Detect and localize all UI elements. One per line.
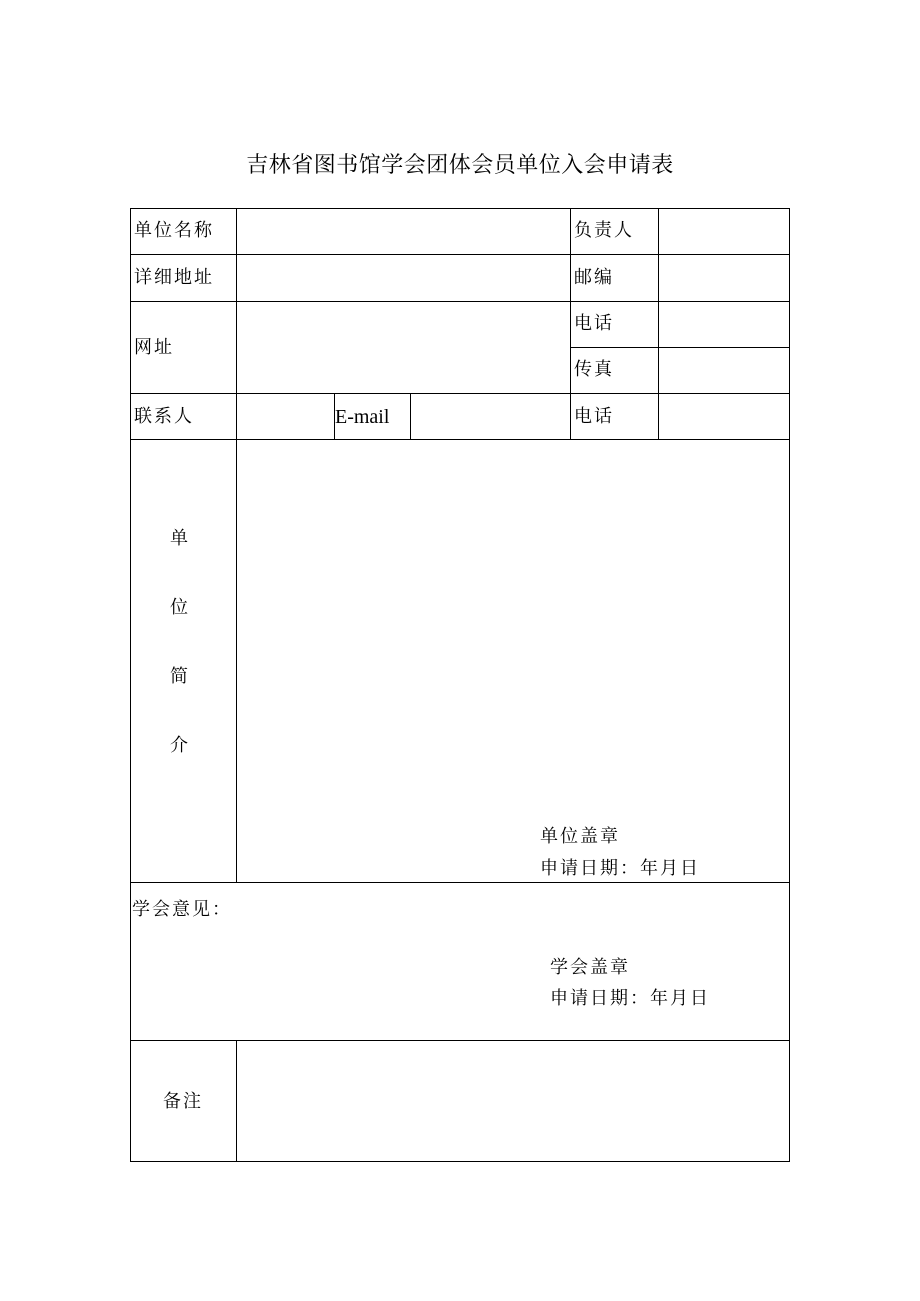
postcode-field[interactable] bbox=[659, 255, 789, 301]
table-border-right bbox=[789, 208, 790, 1162]
remarks-label: 备注 bbox=[163, 1091, 203, 1112]
phone-field[interactable] bbox=[659, 302, 789, 347]
responsible-person-label: 负责人 bbox=[574, 220, 634, 241]
intro-label-char-3: 简 bbox=[170, 666, 190, 687]
phone-label: 电话 bbox=[574, 313, 614, 334]
form-title: 吉林省图书馆学会团体会员单位入会申请表 bbox=[246, 153, 674, 178]
fax-field[interactable] bbox=[659, 348, 789, 393]
application-form-table bbox=[130, 208, 790, 1162]
unit-introduction-field[interactable] bbox=[237, 440, 789, 820]
email-field[interactable] bbox=[411, 394, 570, 439]
society-apply-date-label: 申请日期：年月日 bbox=[550, 988, 710, 1009]
fax-label: 传真 bbox=[574, 359, 614, 380]
postcode-label: 邮编 bbox=[574, 267, 614, 288]
society-seal-label: 学会盖章 bbox=[550, 957, 630, 978]
intro-label-char-2: 位 bbox=[170, 597, 190, 618]
table-border-left bbox=[130, 208, 131, 1162]
row-divider bbox=[130, 882, 790, 883]
intro-label-char-4: 介 bbox=[170, 735, 190, 756]
address-label: 详细地址 bbox=[134, 267, 214, 288]
unit-seal-label: 单位盖章 bbox=[540, 826, 620, 847]
unit-name-field[interactable] bbox=[237, 209, 570, 254]
society-opinion-label: 学会意见： bbox=[132, 899, 232, 920]
email-label: E-mail bbox=[335, 406, 390, 428]
unit-name-label: 单位名称 bbox=[134, 220, 214, 241]
website-field[interactable] bbox=[237, 302, 570, 393]
responsible-person-field[interactable] bbox=[659, 209, 789, 254]
contact-phone-field[interactable] bbox=[659, 394, 789, 439]
table-border-bottom bbox=[130, 1161, 790, 1162]
contact-person-field[interactable] bbox=[237, 394, 334, 439]
website-label: 网址 bbox=[134, 337, 174, 358]
unit-apply-date-label: 申请日期：年月日 bbox=[540, 858, 700, 879]
address-field[interactable] bbox=[237, 255, 570, 301]
intro-label-char-1: 单 bbox=[170, 528, 190, 549]
contact-phone-label: 电话 bbox=[574, 406, 614, 427]
society-opinion-field[interactable] bbox=[131, 928, 789, 968]
remarks-field[interactable] bbox=[237, 1041, 789, 1161]
col-divider bbox=[570, 208, 571, 439]
contact-person-label: 联系人 bbox=[134, 406, 194, 427]
